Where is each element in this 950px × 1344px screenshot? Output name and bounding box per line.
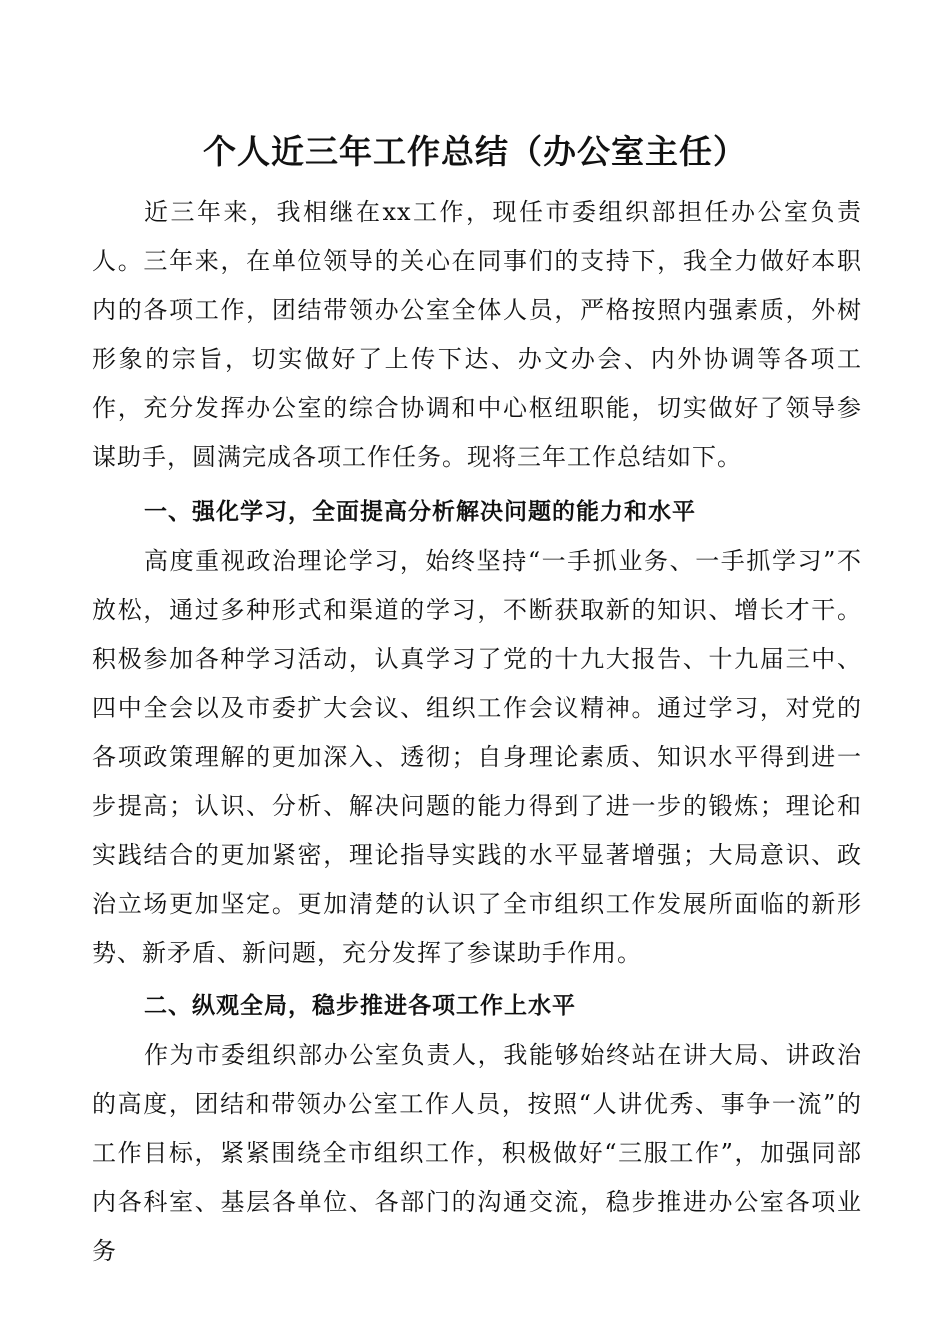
section-heading-2: 二、纵观全局，稳步推进各项工作上水平 — [144, 993, 576, 1019]
section-heading-1: 一、强化学习，全面提高分析解决问题的能力和水平 — [144, 499, 696, 525]
document-title: 个人近三年工作总结（办公室主任） — [203, 132, 747, 171]
intro-paragraph: 近三年来，我相继在xx工作，现任市委组织部担任办公室负责人。三年来，在单位领导的关心在同事们的支持下，我全力做好本职内的各项工作，团结带领办公室全体人员，严格按照内强素质，外树形象的宗旨，切实做好了上传下达、办文办会、内外协调等各项工作，充分发挥办公室的综合协调和中心枢纽职能，切实做好了领导参谋助手，圆满完成各项工作任务。现将三年工作总结如下。 — [92, 198, 862, 471]
section-1-paragraph: 高度重视政治理论学习，始终坚持“一手抓业务、一手抓学习”不放松，通过多种形式和渠道的学习，不断获取新的知识、增长才干。积极参加各种学习活动，认真学习了党的十九大报告、十九届三中、四中全会以及市委扩大会议、组织工作会议精神。通过学习，对党的各项政策理解的更加深入、透彻；自身理论素质、知识水平得到进一步提高；认识、分析、解决问题的能力得到了进一步的锻炼；理论和实践结合的更加紧密，理论指导实践的水平显著增强；大局意识、政治立场更加坚定。更加清楚的认识了全市组织工作发展所面临的新形势、新矛盾、新问题，充分发挥了参谋助手作用。 — [92, 547, 862, 967]
section-2-paragraph: 作为市委组织部办公室负责人，我能够始终站在讲大局、讲政治的高度，团结和带领办公室工作人员，按照“人讲优秀、事争一流”的工作目标，紧紧围绕全市组织工作，积极做好“三服工作”，加强同部内各科室、基层各单位、各部门的沟通交流，稳步推进办公室各项业务 — [92, 1041, 862, 1265]
